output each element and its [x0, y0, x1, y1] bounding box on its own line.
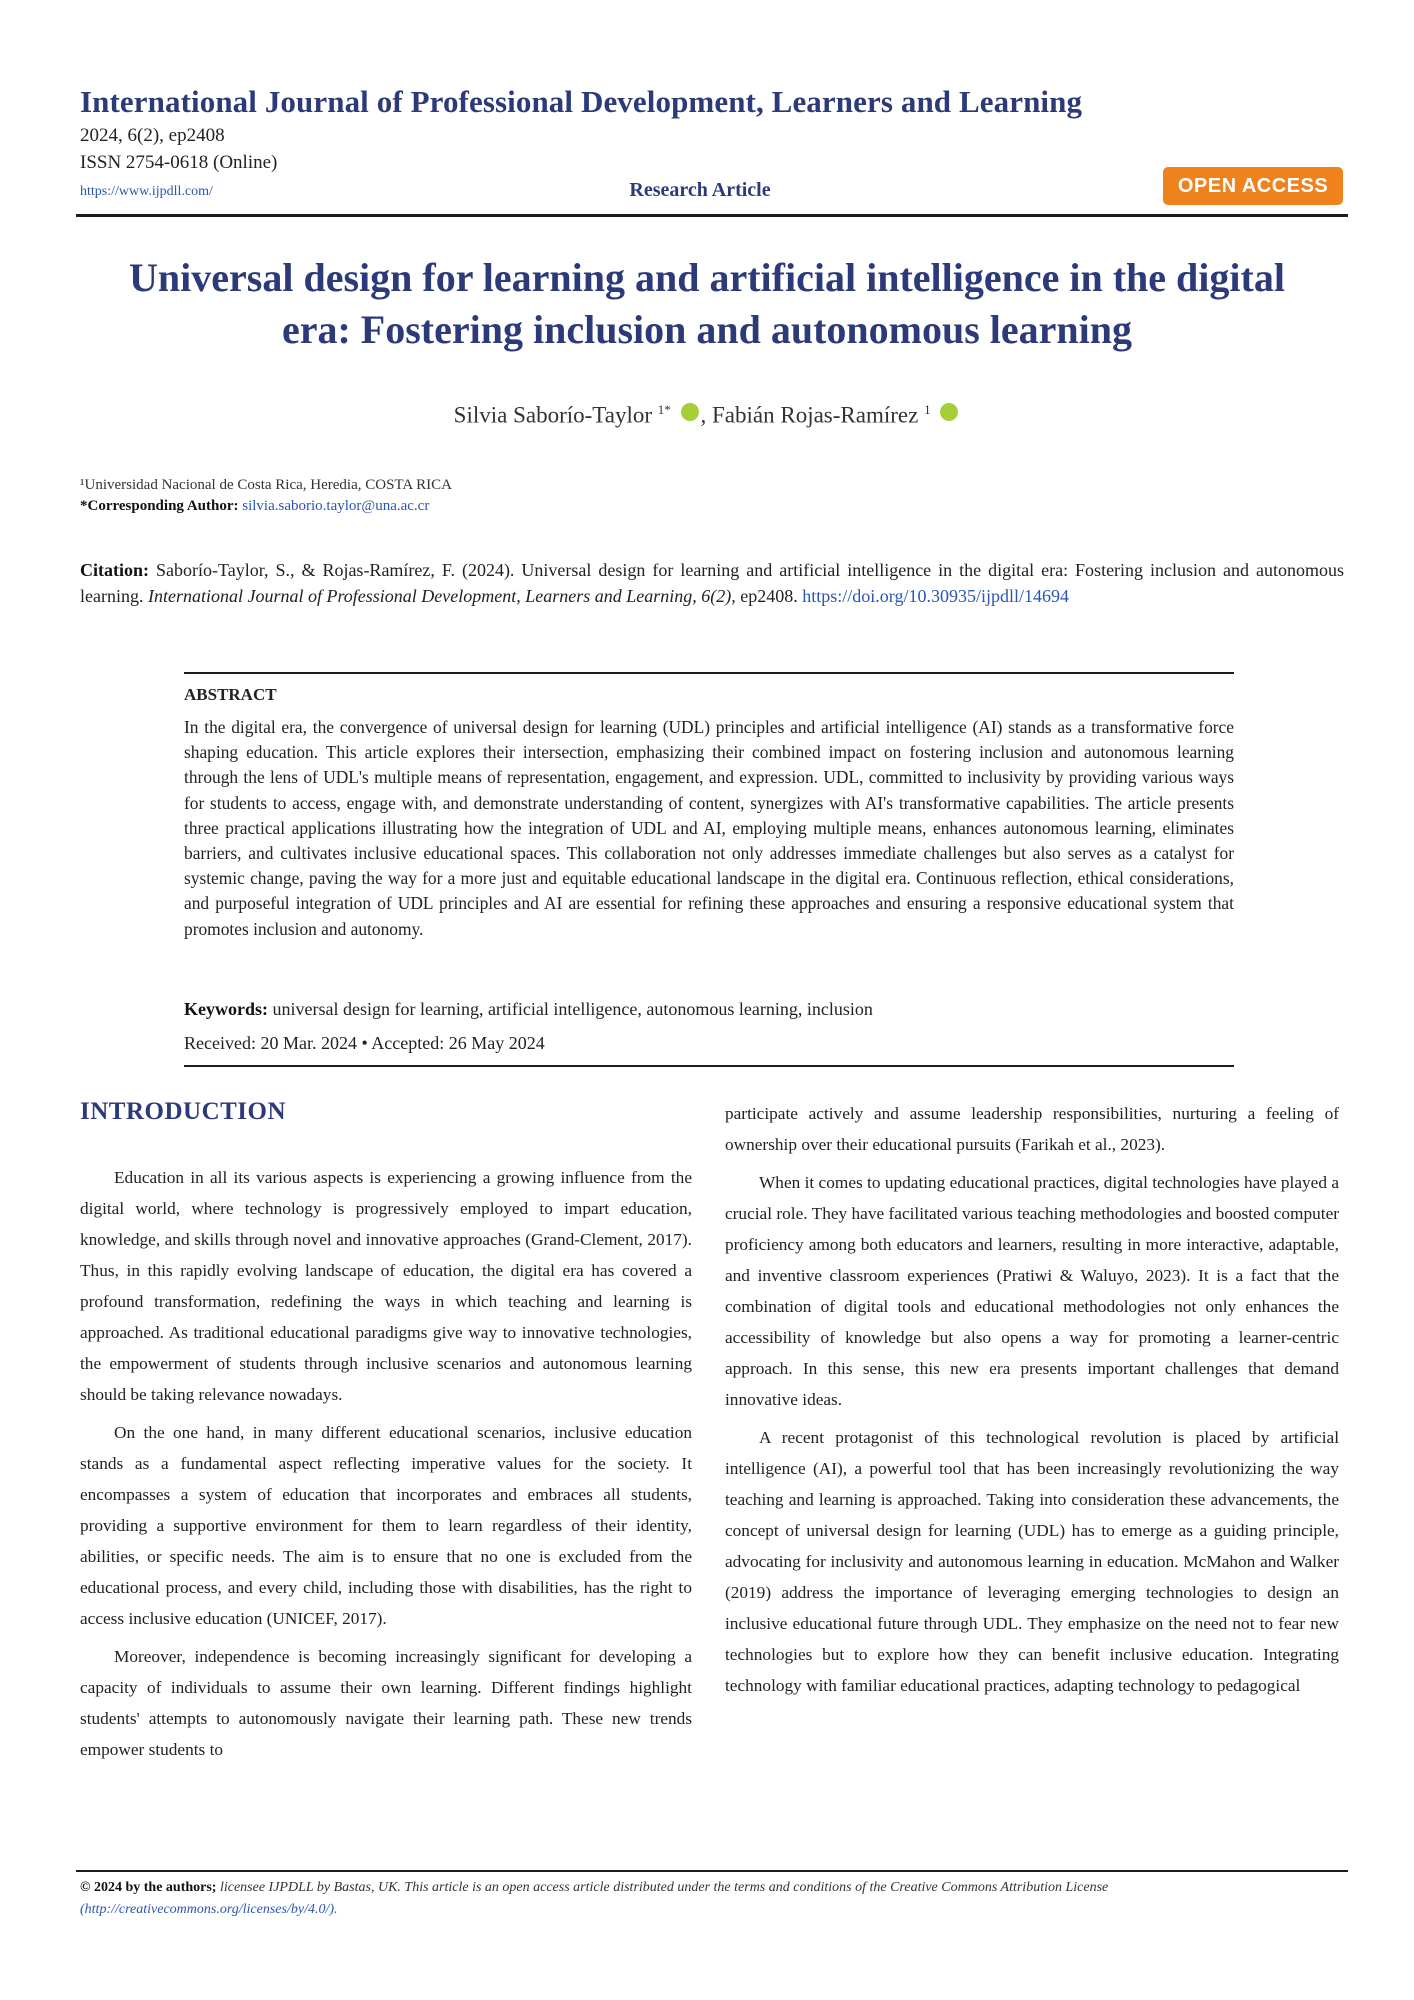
journal-title: International Journal of Professional Development, Learners and Learning	[80, 84, 1083, 119]
issn: ISSN 2754-0618 (Online)	[80, 152, 278, 173]
citation-block	[80, 557, 1344, 609]
header-rule	[76, 214, 1348, 217]
orcid-icon[interactable]	[681, 403, 699, 421]
received-accepted-dates: Received: 20 Mar. 2024 • Accepted: 26 May 2024	[184, 1033, 545, 1053]
author-affiliation-mark: 1*	[657, 402, 671, 417]
body-column-right	[725, 1098, 1339, 1708]
author-separator: ,	[700, 402, 707, 428]
paragraph: On the one hand, in many different educational scenarios, inclusive education stands as a fundamental aspect reflecting imperative values for the society. It encompasses a system of education that incorporates and embraces all students, providing a supportive environment for them to learn regardless of their identity, abilities, or specific needs. The aim is to ensure that no one is excluded from the educational process, and every child, including those with disabilities, has the right to access inclusive education (UNICEF, 2017).	[80, 1423, 692, 1628]
copyright: © 2024 by the authors;	[80, 1880, 217, 1895]
journal-url-link[interactable]: https://www.ijpdll.com/	[80, 184, 213, 199]
license-url-link[interactable]: (http://creativecommons.org/licenses/by/4.0/).	[80, 1902, 338, 1917]
keywords-label: Keywords:	[184, 999, 268, 1019]
paragraph: A recent protagonist of this technological revolution is placed by artificial intelligence (AI), a powerful tool that has been increasingly revolutionizing the way teaching and learning is approached. Taking into consideration these advancements, the concept of universal design for learning (UDL) has to emerge as a guiding principle, advocating for inclusivity and autonomous learning in education. McMahon and Walker (2019) address the importance of leveraging emerging technologies to design an inclusive educational future through UDL. They emphasize on the need not to fear new technologies but to explore how they can benefit inclusive education. Integrating technology with familiar educational practices, adapting technology to pedagogical	[725, 1428, 1339, 1695]
section-heading-introduction: INTRODUCTION	[80, 1098, 287, 1125]
keywords	[184, 999, 1234, 1020]
author-affiliation-mark: 1	[924, 402, 931, 417]
author-list	[200, 402, 1214, 429]
citation-label: Citation:	[80, 560, 149, 580]
paragraph: When it comes to updating educational practices, digital technologies have played a crucial role. They have facilitated various teaching methodologies and boosted computer proficiency among both educators and learners, resulting in more interactive, adaptable, and inventive classroom experiences (Pratiwi & Waluyo, 2023). It is a fact that the combination of digital tools and educational methodologies not only enhances the accessibility of knowledge but also opens a way for promoting a learner-centric approach. In this sense, this new era presents important challenges that demand innovative ideas.	[725, 1173, 1339, 1409]
author-name: Fabián Rojas-Ramírez	[712, 402, 919, 428]
author-name: Silvia Saborío-Taylor	[453, 402, 653, 428]
article-type: Research Article	[629, 179, 771, 201]
abstract-heading: ABSTRACT	[184, 685, 277, 704]
volume-info: 2024, 6(2), ep2408	[80, 125, 225, 146]
footer-rule	[76, 1870, 1348, 1872]
affiliation: ¹Universidad Nacional de Costa Rica, Heredia, COSTA RICA	[80, 477, 452, 493]
citation-text: Saborío-Taylor, S., & Rojas-Ramírez, F. (2024). Universal design for learning and artificial intelligence in the digital era: Fostering inclusion and autonomous learning.	[80, 560, 1344, 606]
citation-article-no: ep2408.	[740, 586, 798, 606]
corresponding-author	[80, 498, 429, 515]
paragraph: Moreover, independence is becoming increasingly significant for developing a capacity of individuals to assume their own learning. Different findings highlight students' attempts to autonomously navigate their learning path. These new trends empower students to	[80, 1647, 692, 1759]
email-link[interactable]: silvia.saborio.taylor@una.ac.cr	[242, 498, 430, 514]
body-column-left	[80, 1162, 692, 1772]
doi-link[interactable]: https://doi.org/10.30935/ijpdll/14694	[802, 586, 1069, 606]
orcid-icon[interactable]	[940, 403, 958, 421]
citation-journal: International Journal of Professional Development, Learners and Learning, 6(2),	[147, 586, 736, 606]
abstract-top-rule	[184, 672, 1234, 674]
paragraph: Education in all its various aspects is experiencing a growing influence from the digital world, where technology is progressively employed to impart education, knowledge, and skills through novel and innovative approaches (Grand-Clement, 2017). Thus, in this rapidly evolving landscape of education, the digital era has covered a profound transformation, redefining the ways in which teaching and learning is approached. As traditional educational paradigms give way to innovative technologies, the empowerment of students through inclusive scenarios and autonomous learning should be taking relevance nowadays.	[80, 1168, 692, 1404]
corresponding-label: *Corresponding Author:	[80, 498, 239, 514]
license-footer	[80, 1877, 1344, 1921]
license-text: licensee IJPDLL by Bastas, UK. This article is an open access article distributed under the terms and conditions of the Creative Commons Attribution License	[219, 1880, 1109, 1895]
abstract-text: In the digital era, the convergence of universal design for learning (UDL) principles and artificial intelligence (AI) stands as a transformative force shaping education. This article explores their intersection, emphasizing their combined impact on fostering inclusion and autonomous learning through the lens of UDL's multiple means of representation, engagement, and expression. UDL, committed to inclusivity by providing various ways for students to access, engage with, and demonstrate understanding of content, synergizes with AI's transformative capabilities. The article presents three practical applications illustrating how the integration of UDL and AI, employing multiple means, enhances autonomous learning, eliminates barriers, and cultivates inclusive educational spaces. This collaboration not only addresses immediate challenges but also serves as a catalyst for systemic change, paving the way for a more just and equitable educational landscape in the digital era. Continuous reflection, ethical considerations, and purposeful integration of UDL principles and AI are essential for refining these approaches and ensuring a responsive educational system that promotes inclusion and autonomy.	[184, 717, 1234, 939]
paper-title: Universal design for learning and artificial intelligence in the digital era: Fostering inclusion and autonomous learning	[129, 255, 1285, 352]
abstract-bottom-rule	[184, 1065, 1234, 1067]
paragraph: participate actively and assume leadership responsibilities, nurturing a feeling of ownership over their educational pursuits (Farikah et al., 2023).	[725, 1104, 1339, 1154]
open-access-badge: OPEN ACCESS	[1163, 167, 1343, 205]
keywords-list: universal design for learning, artificial intelligence, autonomous learning, inclusion	[272, 999, 873, 1019]
